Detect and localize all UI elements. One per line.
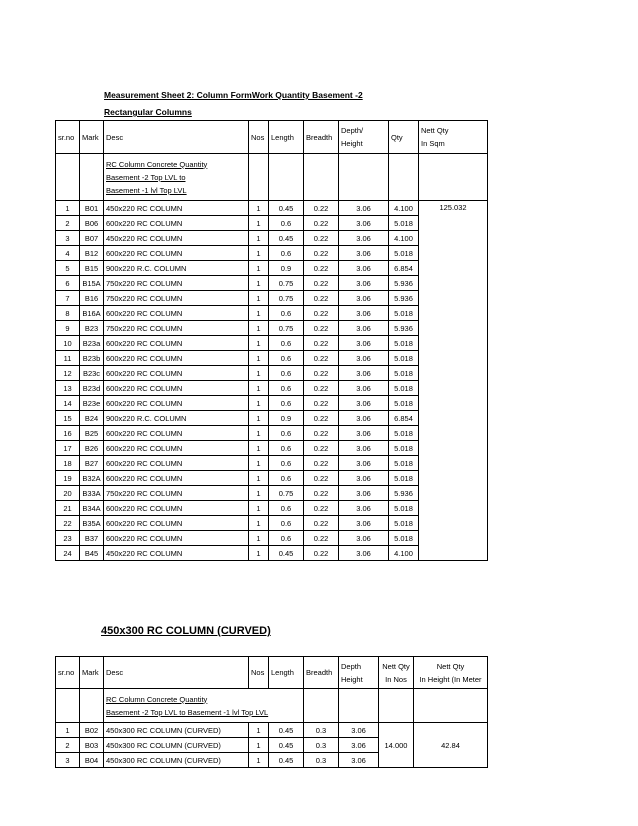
cell-desc: 450x300 RC COLUMN (CURVED) bbox=[104, 723, 249, 738]
cell-nos: 1 bbox=[249, 306, 269, 321]
cell-depth: 3.06 bbox=[339, 351, 389, 366]
cell-breadth: 0.22 bbox=[304, 306, 339, 321]
cell-qty: 5.018 bbox=[389, 381, 419, 396]
cell-desc: 600x220 RC COLUMN bbox=[104, 396, 249, 411]
cell-breadth: 0.22 bbox=[304, 351, 339, 366]
cell-desc: 450x220 RC COLUMN bbox=[104, 231, 249, 246]
cell-desc: 450x220 RC COLUMN bbox=[104, 546, 249, 561]
cell-nos: 1 bbox=[249, 486, 269, 501]
cell-length: 0.6 bbox=[269, 396, 304, 411]
cell-length: 0.6 bbox=[269, 441, 304, 456]
cell-qty: 5.018 bbox=[389, 336, 419, 351]
cell-nos: 1 bbox=[249, 456, 269, 471]
cell-srno: 23 bbox=[56, 531, 80, 546]
cell-breadth: 0.22 bbox=[304, 456, 339, 471]
cell-desc: 600x220 RC COLUMN bbox=[104, 531, 249, 546]
t2-header-srno: sr.no bbox=[56, 657, 80, 689]
cell-breadth: 0.3 bbox=[304, 753, 339, 768]
cell-qty: 5.018 bbox=[389, 246, 419, 261]
cell-mark: B23d bbox=[80, 381, 104, 396]
cell-srno: 1 bbox=[56, 723, 80, 738]
header-breadth: Breadth bbox=[304, 121, 339, 154]
sheet-subtitle: Rectangular Columns bbox=[104, 107, 192, 117]
header-nos: Nos bbox=[249, 121, 269, 154]
cell-nos: 1 bbox=[249, 738, 269, 753]
header-depth-line2: Height bbox=[341, 139, 363, 148]
cell-nos: 1 bbox=[249, 246, 269, 261]
cell-depth: 3.06 bbox=[339, 246, 389, 261]
cell-length: 0.45 bbox=[269, 738, 304, 753]
cell-mark: B15 bbox=[80, 261, 104, 276]
cell-breadth: 0.22 bbox=[304, 336, 339, 351]
cell-qty: 5.018 bbox=[389, 426, 419, 441]
cell-nett-qty-total: 14.000 bbox=[379, 723, 414, 768]
cell-qty: 5.936 bbox=[389, 276, 419, 291]
cell-mark: B24 bbox=[80, 411, 104, 426]
cell-mark: B12 bbox=[80, 246, 104, 261]
cell-depth: 3.06 bbox=[339, 471, 389, 486]
table-row bbox=[56, 723, 488, 738]
cell-breadth: 0.22 bbox=[304, 246, 339, 261]
cell-srno: 24 bbox=[56, 546, 80, 561]
cell-srno: 14 bbox=[56, 396, 80, 411]
cell-srno: 1 bbox=[56, 201, 80, 216]
cell-mark: B45 bbox=[80, 546, 104, 561]
cell-nos: 1 bbox=[249, 516, 269, 531]
cell-mark: B16A bbox=[80, 306, 104, 321]
cell-desc: 450x300 RC COLUMN (CURVED) bbox=[104, 753, 249, 768]
cell-depth: 3.06 bbox=[339, 546, 389, 561]
cell-mark: B07 bbox=[80, 231, 104, 246]
cell-mark: B16 bbox=[80, 291, 104, 306]
cell-desc: 600x220 RC COLUMN bbox=[104, 351, 249, 366]
cell-mark: B26 bbox=[80, 441, 104, 456]
cell-breadth: 0.22 bbox=[304, 411, 339, 426]
cell-desc: 450x300 RC COLUMN (CURVED) bbox=[104, 738, 249, 753]
cell-mark: B25 bbox=[80, 426, 104, 441]
cell-length: 0.6 bbox=[269, 471, 304, 486]
cell-srno: 21 bbox=[56, 501, 80, 516]
cell-length: 0.45 bbox=[269, 753, 304, 768]
cell-breadth: 0.22 bbox=[304, 546, 339, 561]
cell-breadth: 0.22 bbox=[304, 201, 339, 216]
cell-desc: 600x220 RC COLUMN bbox=[104, 366, 249, 381]
cell-nos: 1 bbox=[249, 351, 269, 366]
cell-srno: 6 bbox=[56, 276, 80, 291]
cell-depth: 3.06 bbox=[339, 426, 389, 441]
cell-breadth: 0.22 bbox=[304, 501, 339, 516]
cell-desc: 600x220 RC COLUMN bbox=[104, 426, 249, 441]
header-depth bbox=[339, 121, 389, 154]
header-desc: Desc bbox=[104, 121, 249, 154]
cell-breadth: 0.22 bbox=[304, 396, 339, 411]
t2-header-mark: Mark bbox=[80, 657, 104, 689]
cell-srno: 15 bbox=[56, 411, 80, 426]
cell-length: 0.6 bbox=[269, 216, 304, 231]
cell-length: 0.6 bbox=[269, 531, 304, 546]
cell-desc: 600x220 RC COLUMN bbox=[104, 471, 249, 486]
t2-header-nett-qty-nos bbox=[379, 657, 414, 689]
cell-desc: 750x220 RC COLUMN bbox=[104, 291, 249, 306]
cell-length: 0.6 bbox=[269, 366, 304, 381]
cell-depth: 3.06 bbox=[339, 396, 389, 411]
cell-nos: 1 bbox=[249, 723, 269, 738]
cell-mark: B04 bbox=[80, 753, 104, 768]
cell-qty: 5.018 bbox=[389, 531, 419, 546]
cell-depth: 3.06 bbox=[339, 456, 389, 471]
cell-mark: B35A bbox=[80, 516, 104, 531]
cell-desc: 600x220 RC COLUMN bbox=[104, 381, 249, 396]
cell-breadth: 0.22 bbox=[304, 216, 339, 231]
cell-qty: 5.018 bbox=[389, 456, 419, 471]
cell-nos: 1 bbox=[249, 501, 269, 516]
cell-desc: 600x220 RC COLUMN bbox=[104, 441, 249, 456]
t2-header-depth bbox=[339, 657, 379, 689]
cell-desc: 750x220 RC COLUMN bbox=[104, 276, 249, 291]
cell-breadth: 0.22 bbox=[304, 531, 339, 546]
cell-breadth: 0.22 bbox=[304, 486, 339, 501]
cell-mark: B03 bbox=[80, 738, 104, 753]
cell-desc: 900x220 R.C. COLUMN bbox=[104, 411, 249, 426]
cell-qty: 4.100 bbox=[389, 201, 419, 216]
cell-breadth: 0.22 bbox=[304, 291, 339, 306]
cell-depth: 3.06 bbox=[339, 306, 389, 321]
cell-desc: 900x220 R.C. COLUMN bbox=[104, 261, 249, 276]
cell-nos: 1 bbox=[249, 546, 269, 561]
cell-mark: B23c bbox=[80, 366, 104, 381]
t2-section-description bbox=[104, 689, 304, 723]
cell-srno: 16 bbox=[56, 426, 80, 441]
cell-depth: 3.06 bbox=[339, 501, 389, 516]
t2-header-nett-line1: Nett Qty bbox=[436, 661, 465, 671]
sheet-title: Measurement Sheet 2: Column FormWork Quantity Basement -2 bbox=[104, 90, 363, 100]
cell-mark: B33A bbox=[80, 486, 104, 501]
cell-srno: 17 bbox=[56, 441, 80, 456]
cell-desc: 450x220 RC COLUMN bbox=[104, 201, 249, 216]
cell-desc: 750x220 RC COLUMN bbox=[104, 486, 249, 501]
cell-desc: 600x220 RC COLUMN bbox=[104, 216, 249, 231]
header-nett-line2: In Sqm bbox=[421, 139, 445, 148]
cell-srno: 10 bbox=[56, 336, 80, 351]
cell-srno: 13 bbox=[56, 381, 80, 396]
cell-depth: 3.06 bbox=[339, 516, 389, 531]
cell-breadth: 0.3 bbox=[304, 723, 339, 738]
cell-srno: 4 bbox=[56, 246, 80, 261]
cell-qty: 5.936 bbox=[389, 291, 419, 306]
cell-nett-total: 125.032 bbox=[419, 201, 488, 561]
cell-length: 0.6 bbox=[269, 351, 304, 366]
table-header-row bbox=[56, 121, 488, 154]
cell-srno: 19 bbox=[56, 471, 80, 486]
cell-mark: B23e bbox=[80, 396, 104, 411]
cell-nos: 1 bbox=[249, 366, 269, 381]
cell-mark: B27 bbox=[80, 456, 104, 471]
cell-qty: 5.018 bbox=[389, 396, 419, 411]
cell-srno: 11 bbox=[56, 351, 80, 366]
section2-title: 450x300 RC COLUMN (CURVED) bbox=[101, 625, 271, 637]
cell-length: 0.75 bbox=[269, 276, 304, 291]
cell-mark: B06 bbox=[80, 216, 104, 231]
cell-depth: 3.06 bbox=[339, 531, 389, 546]
cell-mark: B23a bbox=[80, 336, 104, 351]
cell-qty: 4.100 bbox=[389, 231, 419, 246]
cell-mark: B32A bbox=[80, 471, 104, 486]
cell-length: 0.45 bbox=[269, 723, 304, 738]
cell-mark: B34A bbox=[80, 501, 104, 516]
cell-srno: 3 bbox=[56, 231, 80, 246]
cell-length: 0.75 bbox=[269, 486, 304, 501]
cell-nos: 1 bbox=[249, 291, 269, 306]
cell-mark: B23 bbox=[80, 321, 104, 336]
section-description bbox=[104, 154, 249, 201]
header-srno: sr.no bbox=[56, 121, 80, 154]
cell-qty: 5.018 bbox=[389, 351, 419, 366]
curved-columns-table bbox=[55, 656, 488, 768]
cell-breadth: 0.22 bbox=[304, 321, 339, 336]
cell-mark: B01 bbox=[80, 201, 104, 216]
curved-columns-rows bbox=[56, 723, 488, 768]
cell-mark: B37 bbox=[80, 531, 104, 546]
cell-length: 0.75 bbox=[269, 291, 304, 306]
cell-nos: 1 bbox=[249, 276, 269, 291]
cell-qty: 5.018 bbox=[389, 471, 419, 486]
header-qty: Qty bbox=[389, 121, 419, 154]
cell-length: 0.75 bbox=[269, 321, 304, 336]
cell-nos: 1 bbox=[249, 753, 269, 768]
t2-section-line-2: Basement -2 Top LVL to Basement -1 lvl Top LVL bbox=[106, 707, 269, 717]
t2-section-header-row bbox=[56, 689, 488, 723]
cell-depth: 3.06 bbox=[339, 723, 379, 738]
header-length: Length bbox=[269, 121, 304, 154]
cell-mark: B15A bbox=[80, 276, 104, 291]
cell-srno: 3 bbox=[56, 753, 80, 768]
cell-breadth: 0.22 bbox=[304, 516, 339, 531]
cell-qty: 5.018 bbox=[389, 501, 419, 516]
cell-srno: 18 bbox=[56, 456, 80, 471]
cell-breadth: 0.22 bbox=[304, 276, 339, 291]
cell-depth: 3.06 bbox=[339, 276, 389, 291]
cell-qty: 5.018 bbox=[389, 516, 419, 531]
cell-length: 0.6 bbox=[269, 246, 304, 261]
t2-section-line-1: RC Column Concrete Quantity bbox=[106, 694, 208, 704]
cell-breadth: 0.22 bbox=[304, 426, 339, 441]
cell-length: 0.6 bbox=[269, 516, 304, 531]
t2-header-depth-line2: Height bbox=[341, 674, 363, 684]
cell-mark: B02 bbox=[80, 723, 104, 738]
cell-depth: 3.06 bbox=[339, 291, 389, 306]
cell-nett-height-total: 42.84 bbox=[414, 723, 488, 768]
cell-depth: 3.06 bbox=[339, 753, 379, 768]
cell-srno: 12 bbox=[56, 366, 80, 381]
cell-length: 0.6 bbox=[269, 456, 304, 471]
cell-depth: 3.06 bbox=[339, 321, 389, 336]
cell-length: 0.9 bbox=[269, 411, 304, 426]
cell-nos: 1 bbox=[249, 321, 269, 336]
t2-header-nett-height bbox=[414, 657, 488, 689]
cell-srno: 7 bbox=[56, 291, 80, 306]
cell-length: 0.6 bbox=[269, 381, 304, 396]
cell-length: 0.45 bbox=[269, 201, 304, 216]
cell-breadth: 0.22 bbox=[304, 261, 339, 276]
cell-srno: 9 bbox=[56, 321, 80, 336]
cell-length: 0.45 bbox=[269, 546, 304, 561]
cell-srno: 8 bbox=[56, 306, 80, 321]
rectangular-columns-rows bbox=[56, 201, 488, 561]
cell-desc: 600x220 RC COLUMN bbox=[104, 306, 249, 321]
cell-nos: 1 bbox=[249, 396, 269, 411]
header-nett bbox=[419, 121, 488, 154]
section-header-row bbox=[56, 154, 488, 201]
cell-depth: 3.06 bbox=[339, 261, 389, 276]
table2-header-row bbox=[56, 657, 488, 689]
cell-nos: 1 bbox=[249, 531, 269, 546]
cell-qty: 6.854 bbox=[389, 261, 419, 276]
header-nett-line1: Nett Qty bbox=[421, 126, 449, 135]
cell-srno: 20 bbox=[56, 486, 80, 501]
cell-nos: 1 bbox=[249, 261, 269, 276]
cell-length: 0.6 bbox=[269, 336, 304, 351]
cell-nos: 1 bbox=[249, 471, 269, 486]
cell-length: 0.45 bbox=[269, 231, 304, 246]
cell-depth: 3.06 bbox=[339, 336, 389, 351]
cell-nos: 1 bbox=[249, 411, 269, 426]
cell-nos: 1 bbox=[249, 216, 269, 231]
cell-breadth: 0.22 bbox=[304, 231, 339, 246]
cell-depth: 3.06 bbox=[339, 381, 389, 396]
cell-breadth: 0.22 bbox=[304, 381, 339, 396]
cell-depth: 3.06 bbox=[339, 201, 389, 216]
cell-qty: 5.018 bbox=[389, 366, 419, 381]
t2-header-breadth: Breadth bbox=[304, 657, 339, 689]
cell-srno: 5 bbox=[56, 261, 80, 276]
cell-qty: 5.936 bbox=[389, 321, 419, 336]
section-line-1: RC Column Concrete Quantity bbox=[106, 159, 208, 169]
cell-desc: 600x220 RC COLUMN bbox=[104, 456, 249, 471]
cell-qty: 4.100 bbox=[389, 546, 419, 561]
rectangular-columns-table bbox=[55, 120, 488, 561]
cell-nos: 1 bbox=[249, 336, 269, 351]
t2-header-nos: Nos bbox=[249, 657, 269, 689]
cell-depth: 3.06 bbox=[339, 441, 389, 456]
cell-qty: 5.018 bbox=[389, 306, 419, 321]
cell-desc: 600x220 RC COLUMN bbox=[104, 246, 249, 261]
cell-length: 0.6 bbox=[269, 306, 304, 321]
cell-depth: 3.06 bbox=[339, 411, 389, 426]
header-mark: Mark bbox=[80, 121, 104, 154]
section-line-3: Basement -1 lvl Top LVL bbox=[106, 185, 187, 195]
cell-desc: 600x220 RC COLUMN bbox=[104, 501, 249, 516]
t2-header-length: Length bbox=[269, 657, 304, 689]
cell-qty: 5.936 bbox=[389, 486, 419, 501]
section-line-2: Basement -2 Top LVL to bbox=[106, 172, 186, 182]
cell-depth: 3.06 bbox=[339, 738, 379, 753]
t2-header-nettqty-line1: Nett Qty bbox=[382, 661, 410, 671]
t2-header-desc: Desc bbox=[104, 657, 249, 689]
header-depth-line1: Depth/ bbox=[341, 126, 364, 135]
cell-qty: 5.018 bbox=[389, 441, 419, 456]
cell-nos: 1 bbox=[249, 201, 269, 216]
cell-nos: 1 bbox=[249, 441, 269, 456]
cell-depth: 3.06 bbox=[339, 486, 389, 501]
cell-desc: 600x220 RC COLUMN bbox=[104, 336, 249, 351]
cell-depth: 3.06 bbox=[339, 366, 389, 381]
t2-header-nettqty-line2: In Nos bbox=[385, 674, 407, 684]
cell-breadth: 0.3 bbox=[304, 738, 339, 753]
cell-length: 0.9 bbox=[269, 261, 304, 276]
cell-breadth: 0.22 bbox=[304, 441, 339, 456]
cell-depth: 3.06 bbox=[339, 231, 389, 246]
cell-srno: 2 bbox=[56, 216, 80, 231]
cell-breadth: 0.22 bbox=[304, 471, 339, 486]
cell-depth: 3.06 bbox=[339, 216, 389, 231]
cell-length: 0.6 bbox=[269, 426, 304, 441]
cell-mark: B23b bbox=[80, 351, 104, 366]
cell-breadth: 0.22 bbox=[304, 366, 339, 381]
cell-qty: 6.854 bbox=[389, 411, 419, 426]
cell-nos: 1 bbox=[249, 231, 269, 246]
cell-desc: 600x220 RC COLUMN bbox=[104, 516, 249, 531]
cell-srno: 2 bbox=[56, 738, 80, 753]
t2-header-depth-line1: Depth bbox=[341, 661, 362, 671]
cell-desc: 750x220 RC COLUMN bbox=[104, 321, 249, 336]
cell-qty: 5.018 bbox=[389, 216, 419, 231]
cell-length: 0.6 bbox=[269, 501, 304, 516]
cell-nos: 1 bbox=[249, 381, 269, 396]
cell-nos: 1 bbox=[249, 426, 269, 441]
table-row bbox=[56, 201, 488, 216]
cell-srno: 22 bbox=[56, 516, 80, 531]
t2-header-nett-line2: In Height (In Meter bbox=[419, 674, 482, 684]
